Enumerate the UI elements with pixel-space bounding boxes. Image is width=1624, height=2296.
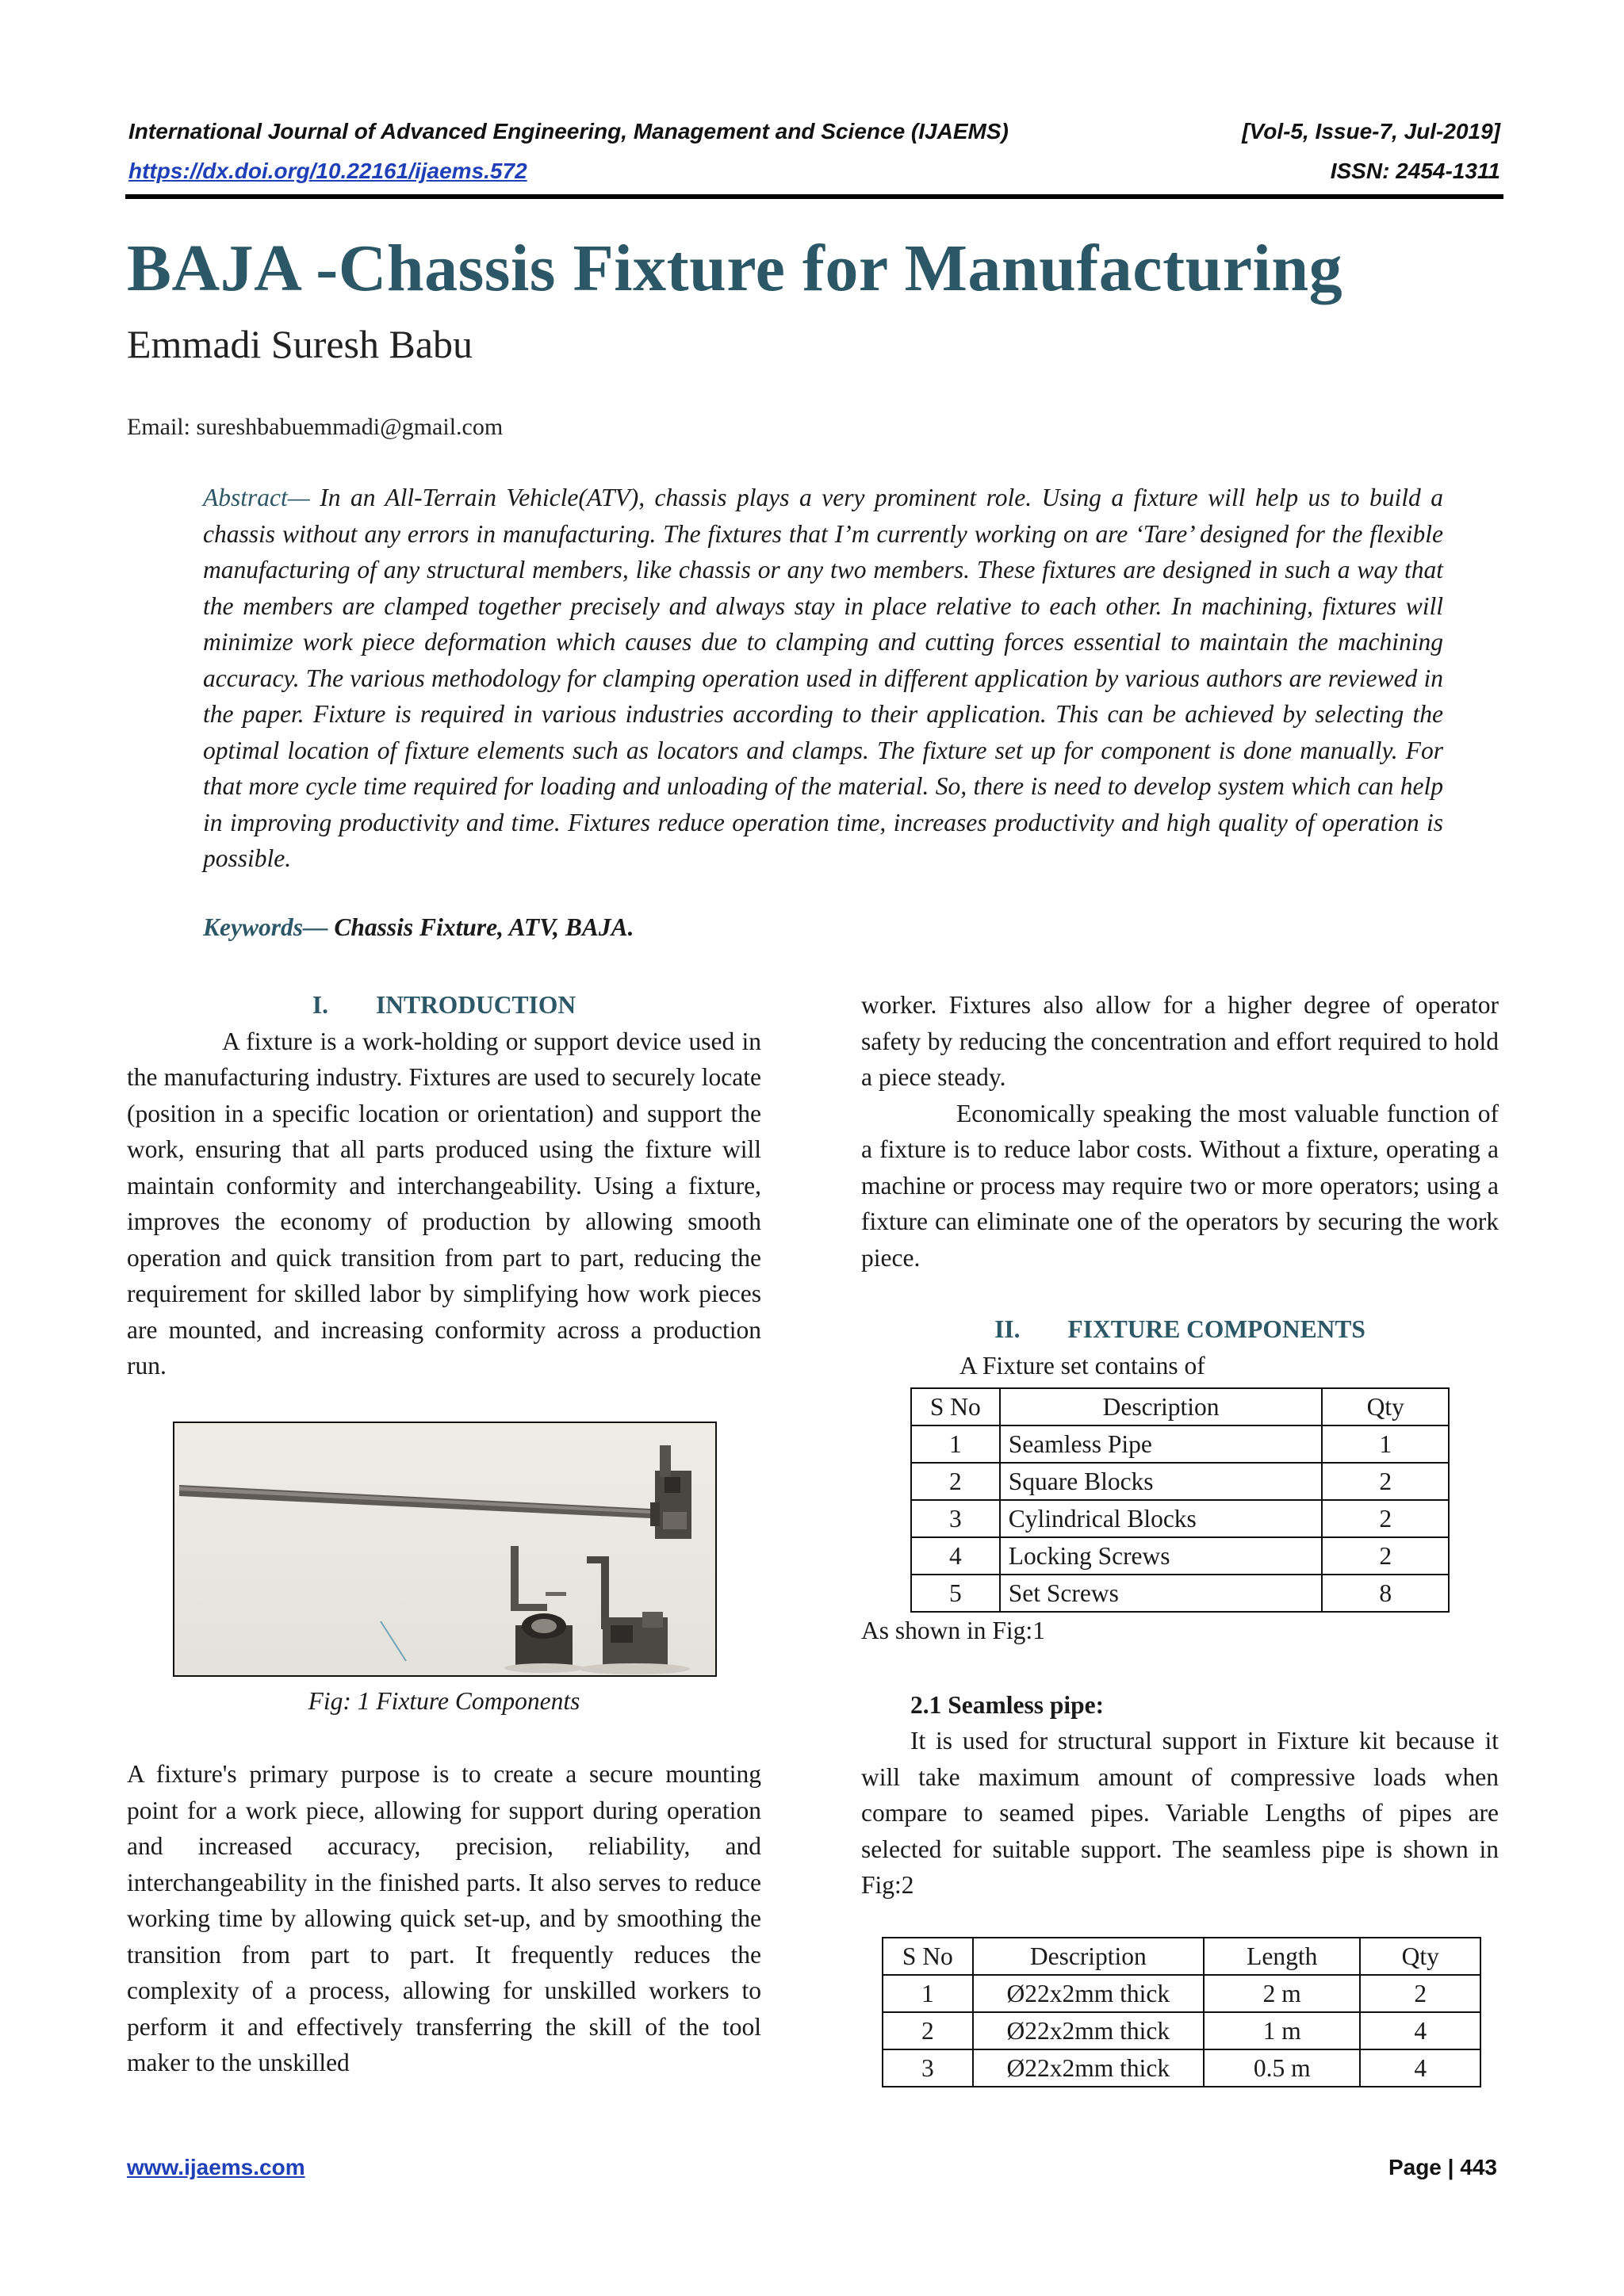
header-divider — [125, 194, 1503, 199]
table-cell: 2 — [911, 1463, 1000, 1500]
table-header-cell: Description — [1000, 1388, 1323, 1425]
table-cell: 2 — [1322, 1537, 1449, 1575]
fixture-components-table — [910, 1387, 1450, 1613]
intro-paragraph-2: A fixture's primary purpose is to create a secure mounting point for a work piece, allowing for support during operation and increased accuracy, precision, reliability, and interchangeability in the finished parts. It also serves to reduce working time by allowing quick set-up, and by smoothing the transition from part to part. It frequently reduces the complexity of a process, allowing for unskilled workers to perform it and effectively transferring the skill of the tool maker to the unskilled — [127, 1760, 761, 2076]
figure-1-image — [173, 1422, 717, 1677]
table-header-cell: Qty — [1360, 1938, 1480, 1975]
table-cell: 1 m — [1204, 2012, 1360, 2049]
abstract-text: In an All-Terrain Vehicle(ATV), chassis plays a very prominent role. Using a fixture will help us to build a chassis without any errors in manufacturing. The fixtures that I’m currently working on are ‘Tare’ designed for the flexible manufacturing of any structural members, like chassis or any two members. These fixtures are designed in such a way that the members are clamped together precisely and always stay in place relative to each other. In machining, fixtures will minimize work piece deformation which causes due to clamping and cutting forces essential to maintain the machining accuracy. The various methodology for clamping operation used in different application by various authors are reviewed in the paper. Fixture is required in various industries according to their application. This can be achieved by selecting the optimal location of fixture elements such as locators and clamps. The fixture set up for component is done manually. For that more cycle time required for loading and unloading of the material. So, there is need to develop system which can help in improving productivity and time. Fixtures reduce operation time, increases productivity and high quality of operation is possible. — [203, 484, 1443, 872]
table-row — [883, 2049, 1480, 2087]
section-1-number: I. — [312, 991, 329, 1019]
author-name: Emmadi Suresh Babu — [127, 322, 473, 366]
table-cell: 8 — [1322, 1575, 1449, 1612]
section-1-heading — [127, 987, 761, 1024]
table-cell: Cylindrical Blocks — [1000, 1500, 1323, 1537]
table-row — [911, 1425, 1449, 1463]
paper-title: BAJA -Chassis Fixture for Manufacturing — [127, 232, 1343, 305]
doi-link[interactable]: https://dx.doi.org/10.22161/ijaems.572 — [128, 159, 527, 183]
section-1-title: INTRODUCTION — [376, 991, 576, 1019]
figure-1-caption: Fig: 1 Fixture Components — [308, 1687, 580, 1715]
intro-paragraph-4: Economically speaking the most valuable function of a fixture is to reduce labor costs. Without a fixture, operating a machine or process may require two or more operators; using a fixture can eliminate one of the operators by securing the work piece. — [861, 1099, 1499, 1272]
table-cell: 3 — [883, 2049, 973, 2087]
intro-paragraph-1: A fixture is a work-holding or support device used in the manufacturing industry. Fixtures are used to securely locate (position in a specific location or orientation) and support the work, ensuring that all parts produced using the fixture will maintain conformity and interchangeability. Using a fixture, improves the economy of production by allowing smooth operation and quick transition from part to part, reducing the requirement for skilled labor by simplifying how work pieces are mounted, and increasing conformity across a production run. — [127, 1027, 761, 1380]
section-2-heading — [861, 1311, 1499, 1348]
footer-website-link[interactable]: www.ijaems.com — [127, 2155, 305, 2179]
keywords — [203, 913, 634, 942]
table-cell: 2 — [1360, 1975, 1480, 2012]
table-cell: Seamless Pipe — [1000, 1425, 1323, 1463]
table-header-cell: S No — [911, 1388, 1000, 1425]
intro-paragraph-3: worker. Fixtures also allow for a higher degree of operator safety by reducing the concentration and effort required to hold a piece steady. — [861, 991, 1499, 1091]
table-cell: Ø22x2mm thick — [973, 2049, 1204, 2087]
table-cell: 2 m — [1204, 1975, 1360, 2012]
table-cell: 2 — [883, 2012, 973, 2049]
table-cell: 5 — [911, 1575, 1000, 1612]
journal-subheader — [128, 159, 1500, 184]
subsection-2-1-title: 2.1 Seamless pipe: — [910, 1690, 1105, 1719]
left-column-top — [127, 987, 761, 1384]
table-header-cell: Length — [1204, 1938, 1360, 1975]
table-cell: 0.5 m — [1204, 2049, 1360, 2087]
table-row — [911, 1537, 1449, 1575]
table-cell: Locking Screws — [1000, 1537, 1323, 1575]
table-cell: Square Blocks — [1000, 1463, 1323, 1500]
table-cell: Ø22x2mm thick — [973, 2012, 1204, 2049]
table-header-cell: S No — [883, 1938, 973, 1975]
table-row — [883, 1975, 1480, 2012]
table-cell: Ø22x2mm thick — [973, 1975, 1204, 2012]
keywords-label: Keywords— — [203, 913, 328, 941]
right-column-middle — [861, 1613, 1499, 1904]
issn: ISSN: 2454-1311 — [1330, 159, 1500, 183]
after-table-text: As shown in Fig:1 — [861, 1617, 1045, 1644]
table-cell: 4 — [1360, 2012, 1480, 2049]
section-2-number: II. — [994, 1315, 1021, 1343]
table-cell: 4 — [911, 1537, 1000, 1575]
journal-header — [128, 119, 1500, 144]
table-header-cell: Qty — [1322, 1388, 1449, 1425]
abstract-label: Abstract— — [203, 484, 310, 511]
table-cell: 1 — [883, 1975, 973, 2012]
table-row — [883, 2012, 1480, 2049]
table-row — [911, 1500, 1449, 1537]
table-row — [911, 1575, 1449, 1612]
journal-name: International Journal of Advanced Engineering, Management and Science (IJAEMS) — [128, 119, 1009, 144]
fixture-photo — [174, 1423, 717, 1677]
table-cell: 1 — [1322, 1425, 1449, 1463]
table-header-row — [911, 1388, 1449, 1425]
abstract — [203, 480, 1443, 877]
section-2-title: FIXTURE COMPONENTS — [1067, 1315, 1365, 1343]
journal-volume: [Vol-5, Issue-7, Jul-2019] — [1242, 119, 1500, 144]
table-cell: Set Screws — [1000, 1575, 1323, 1612]
table-cell: 3 — [911, 1500, 1000, 1537]
subsection-2-1-paragraph: It is used for structural support in Fixture kit because it will take maximum amount of compressive loads when compare to seamed pipes. Variable Lengths of pipes are selected for suitable support. The seamless pipe is shown in Fig:2 — [861, 1727, 1499, 1899]
keywords-text: Chassis Fixture, ATV, BAJA. — [327, 913, 634, 941]
seamless-pipe-table — [882, 1937, 1481, 2087]
left-column-bottom — [127, 1756, 761, 2081]
fixture-set-intro: A Fixture set contains of — [959, 1351, 1205, 1380]
table-header-cell: Description — [973, 1938, 1204, 1975]
table-row — [911, 1463, 1449, 1500]
page-number: Page | 443 — [1388, 2155, 1497, 2179]
table-cell: 4 — [1360, 2049, 1480, 2087]
table-header-row — [883, 1938, 1480, 1975]
table-cell: 2 — [1322, 1463, 1449, 1500]
right-column-top — [861, 987, 1499, 1383]
author-email: Email: sureshbabuemmadi@gmail.com — [127, 414, 504, 440]
table-cell: 1 — [911, 1425, 1000, 1463]
table-cell: 2 — [1322, 1500, 1449, 1537]
